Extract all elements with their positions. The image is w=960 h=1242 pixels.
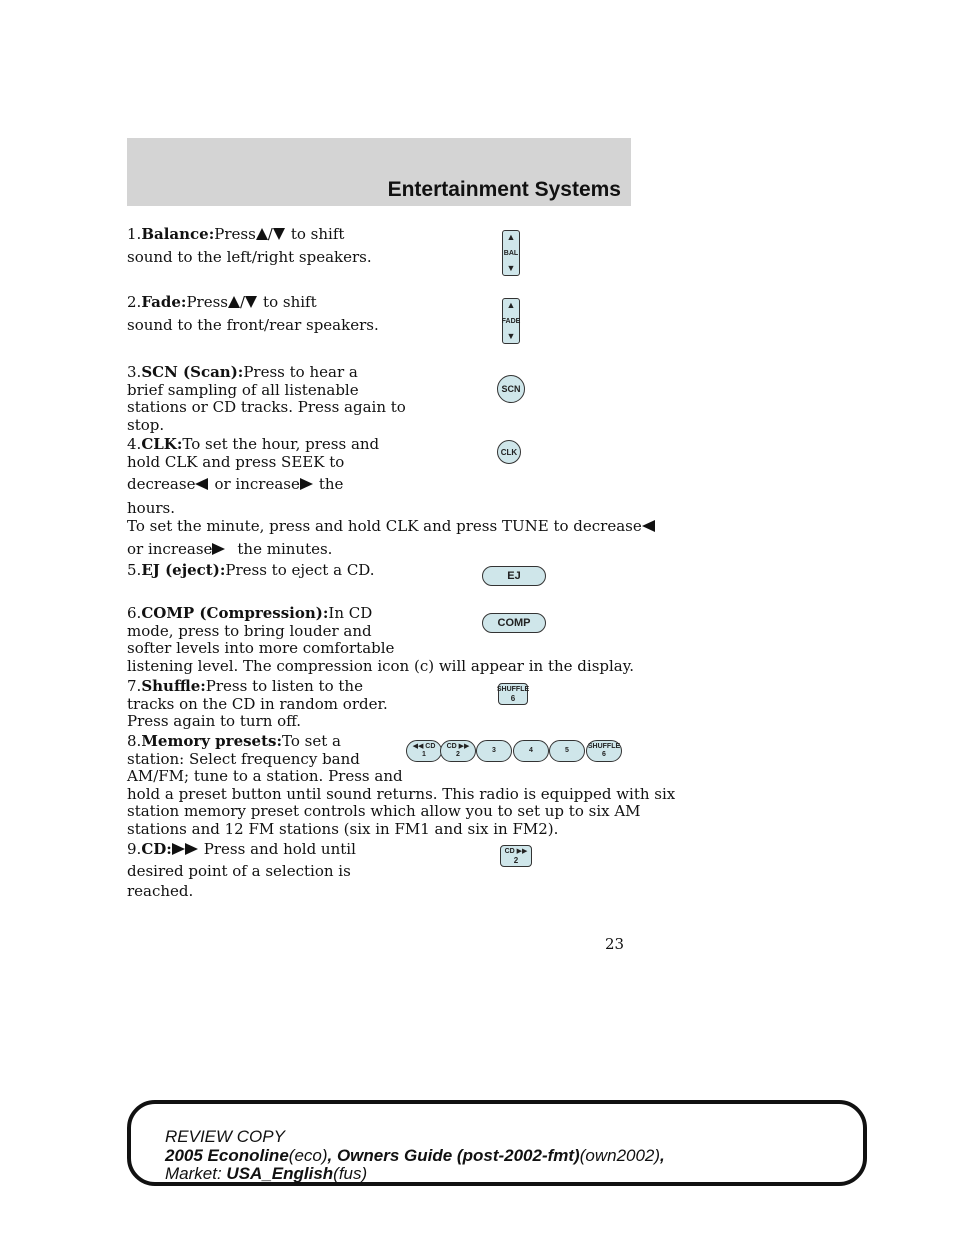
clk-button[interactable]: CLK [497,440,521,464]
review-copy-label: REVIEW COPY [165,1127,285,1146]
comp-button[interactable]: COMP [482,613,546,633]
right-arrow-icon [300,478,313,490]
compression-paragraph: 6.COMP (Compression):In CD mode, press to bring louder and softer levels into more comfortable listening level. The compression icon (c) will appear in the display. [127,604,634,675]
presets-paragraph: 8.Memory presets:To set a station: Select frequency band AM/FM; tune to a station. Press and hold a preset button until sound returns. This radio is equipped with six station memory preset controls which allow you to set up to six AM stations and 12 FM stations (six in FM1 and six in FM2). [127,732,676,838]
cd-forward-button[interactable]: CD ▶▶ 2 [500,845,532,867]
right-arrow-icon [212,543,225,555]
section-title: Entertainment Systems [387,178,621,201]
eject-paragraph: 5.EJ (eject):Press to eject a CD. [127,561,375,579]
fade-paragraph: 2.Fade:Press / to shift sound to the front/rear speakers. [127,293,379,334]
section-header [127,138,631,206]
cd-paragraph: 9.CD: Press and hold until desired point of a selection is reached. [127,840,356,900]
left-arrow-icon [195,478,208,490]
down-arrow-icon [273,228,285,240]
up-arrow-icon: ▲ [506,232,516,242]
scn-button[interactable]: SCN [497,375,525,403]
preset-button-5[interactable]: 5 [549,740,585,762]
preset-button-1[interactable]: ◀◀ CD 1 [406,740,442,762]
shuffle-button[interactable]: SHUFFLE 6 [498,683,528,705]
shuffle-paragraph: 7.Shuffle:Press to listen to the tracks on the CD in random order. Press again to turn off. [127,677,388,730]
clock-paragraph: 4.CLK:To set the hour, press and hold CLK and press SEEK to decrease or increase the hours. [127,435,380,517]
ej-button[interactable]: EJ [482,566,546,586]
preset-button-6[interactable]: SHUFFLE 6 [586,740,622,762]
down-arrow-icon [245,296,257,308]
scan-paragraph: 3.SCN (Scan):Press to hear a brief sampling of all listenable stations or CD tracks. Press again to stop. [127,363,406,434]
fast-forward-icon [172,843,185,855]
down-arrow-icon: ▼ [506,331,516,341]
fast-forward-icon [185,843,198,855]
fade-button[interactable]: ▲ FADE ▼ [502,298,520,344]
minute-paragraph: To set the minute, press and hold CLK and press TUNE to decrease or increase the minutes. [127,518,655,562]
balance-paragraph: 1.Balance:Press / to shift sound to the left/right speakers. [127,225,372,266]
up-arrow-icon [228,296,240,308]
preset-button-4[interactable]: 4 [513,740,549,762]
up-arrow-icon: ▲ [506,300,516,310]
document-info: 2005 Econoline(eco), Owners Guide (post-2002-fmt)(own2002), [165,1146,665,1165]
bal-button[interactable]: ▲ BAL ▼ [502,230,520,276]
left-arrow-icon [642,520,655,532]
preset-button-2[interactable]: CD ▶▶ 2 [440,740,476,762]
page-number: 23 [605,935,625,953]
down-arrow-icon: ▼ [506,263,516,273]
up-arrow-icon [256,228,268,240]
preset-button-3[interactable]: 3 [476,740,512,762]
market-info: Market: USA_English(fus) [165,1164,368,1183]
